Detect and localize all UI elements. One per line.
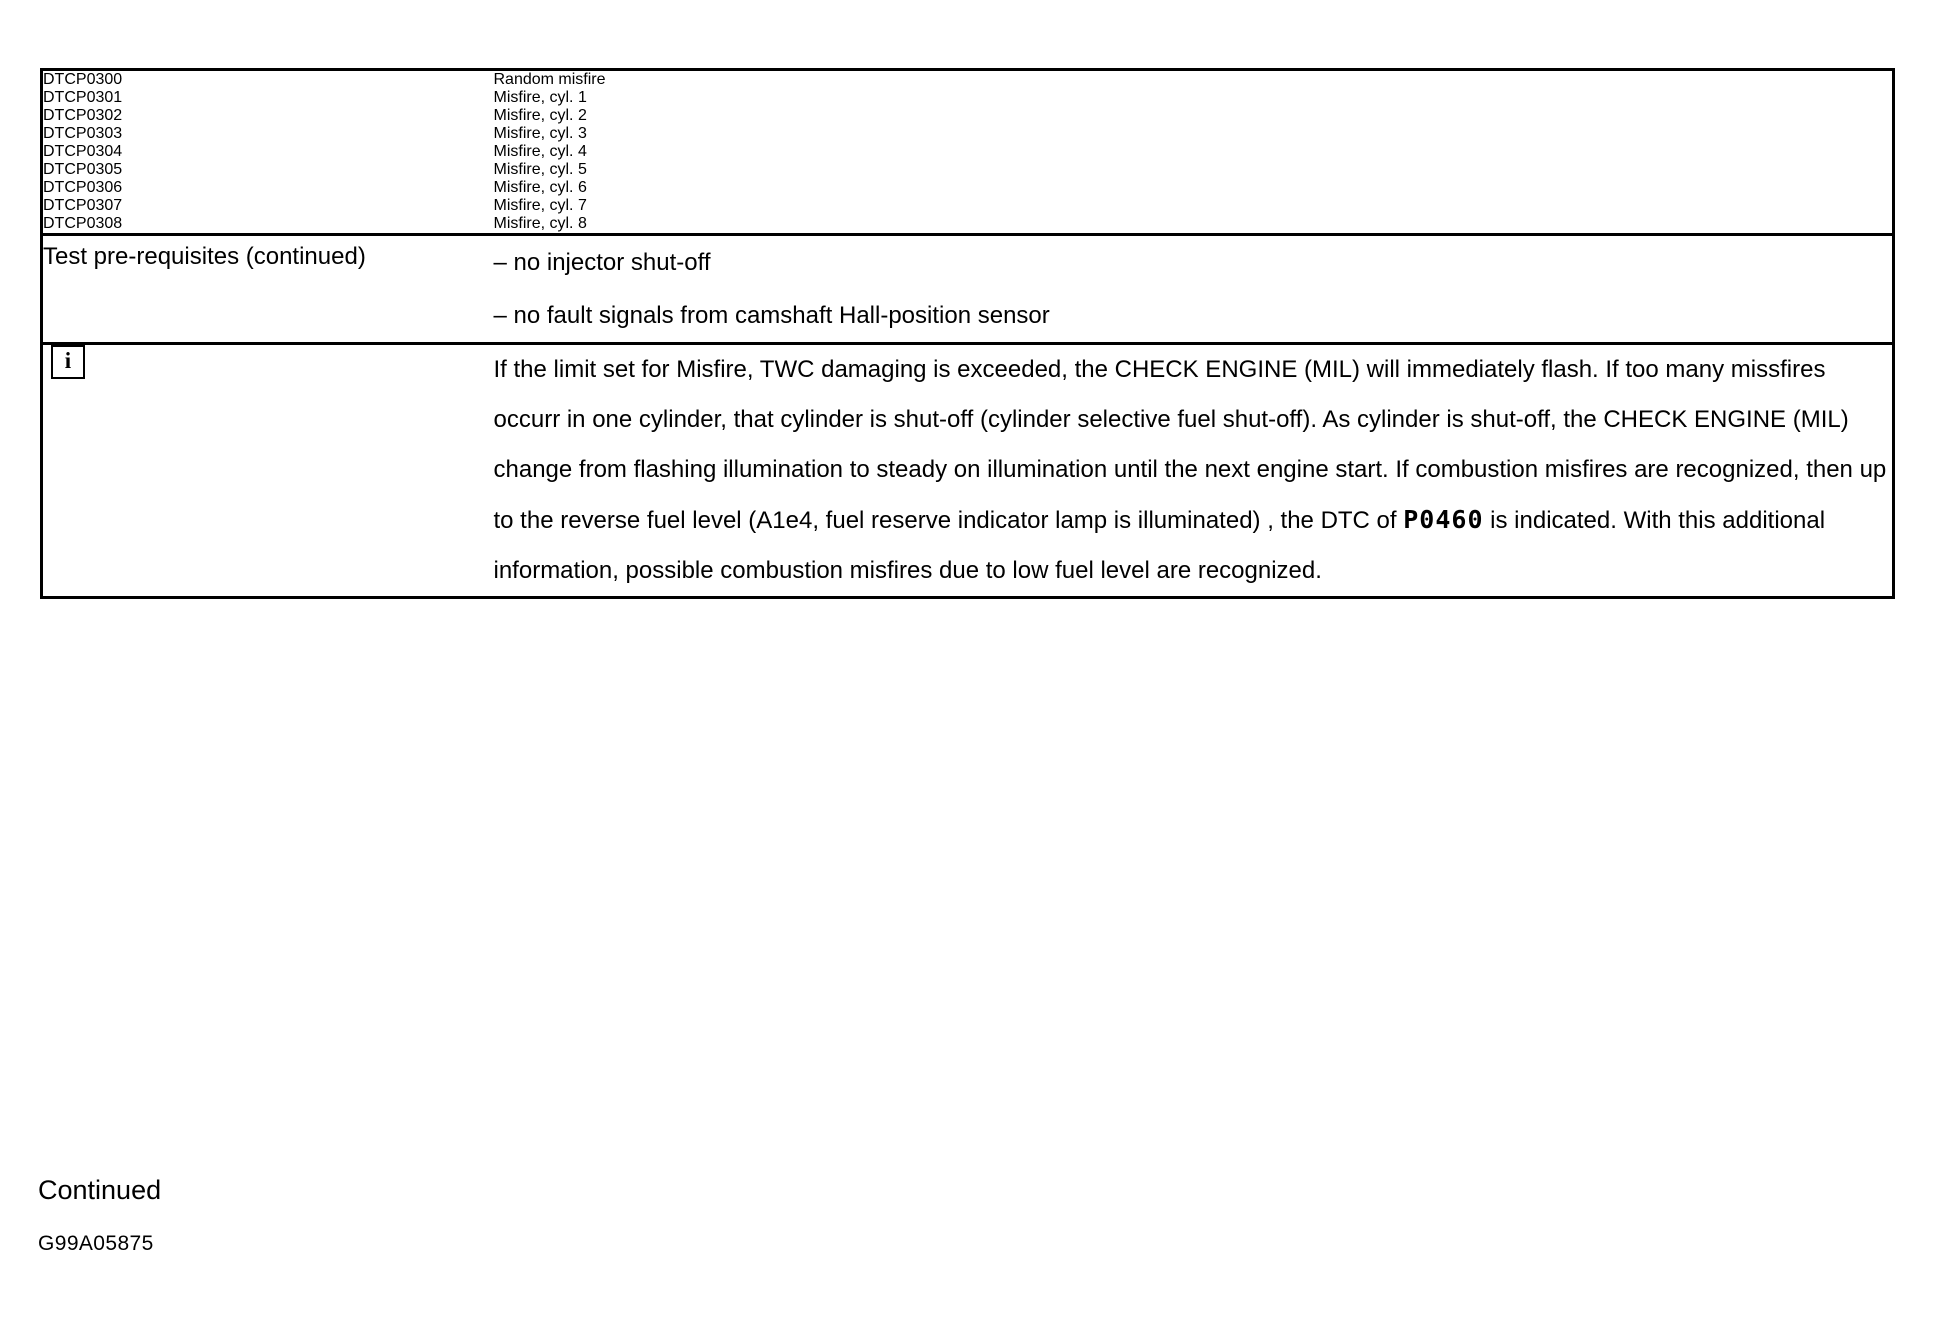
- dtc-code-value: P0302: [75, 107, 123, 124]
- dtc-code-value: P0304: [75, 143, 123, 160]
- note-dtc-code: P0460: [1403, 505, 1484, 534]
- dtc-description-cell: [494, 125, 1894, 143]
- table-row: [42, 197, 1894, 215]
- dtc-code-cell: [42, 161, 494, 179]
- note-icon-cell: [42, 344, 494, 598]
- dtc-description-cell: [494, 89, 1894, 107]
- dtc-code-cell: [42, 107, 494, 125]
- dtc-description-cell: [494, 179, 1894, 197]
- dtc-description-cell: [494, 107, 1894, 125]
- dtc-label: DTC: [43, 215, 76, 232]
- dtc-code-cell: [42, 179, 494, 197]
- dtc-description: Misfire, cyl. 7: [493, 197, 587, 214]
- dtc-code-cell: [42, 143, 494, 161]
- table-row: [42, 89, 1894, 107]
- dtc-description-cell: [494, 161, 1894, 179]
- table-row-note: [42, 344, 1894, 598]
- dtc-code-value: P0301: [75, 89, 123, 106]
- dtc-label: DTC: [43, 161, 76, 178]
- table-row: [42, 107, 1894, 125]
- dtc-label: DTC: [43, 197, 76, 214]
- table-row: [42, 161, 1894, 179]
- dtc-code-cell: [42, 197, 494, 215]
- prerequisites-heading-cell: [42, 235, 494, 344]
- dtc-code-cell: [42, 215, 494, 235]
- dtc-description-cell: [494, 70, 1894, 90]
- dtc-code-value: P0308: [75, 215, 123, 232]
- table-row: [42, 215, 1894, 235]
- dtc-description: Misfire, cyl. 8: [493, 215, 587, 232]
- dtc-label: DTC: [43, 143, 76, 160]
- note-text-part1: If the limit set for Misfire, TWC damaging is exceeded, the CHECK ENGINE (MIL) will immediately flash. If too many missfires occurr in one cylinder, that cylinder is shut-off (cylinder selective fuel shut-off). As cylinder is shut-off, the CHECK ENGINE (MIL) change from flashing illumination to steady on illumination until the next engine start. If combustion misfires are recognized, then up to the reverse fuel level (A1e4, fuel reserve indicator lamp is illuminated) , the DTC of: [493, 356, 1887, 534]
- prerequisite-item: – no injector shut-off: [493, 249, 711, 276]
- note-text-cell: [494, 344, 1894, 598]
- dtc-description-cell: [494, 197, 1894, 215]
- prerequisites-items-cell: [494, 235, 1894, 344]
- dtc-description: Misfire, cyl. 1: [493, 89, 587, 106]
- dtc-description: Misfire, cyl. 2: [493, 107, 587, 124]
- dtc-table-container: [40, 68, 1895, 599]
- dtc-code-value: P0307: [75, 197, 123, 214]
- figure-reference: G99A05875: [38, 1232, 154, 1255]
- dtc-description: Misfire, cyl. 3: [493, 125, 587, 142]
- dtc-code-value: P0305: [75, 161, 123, 178]
- prerequisite-item: – no fault signals from camshaft Hall-position sensor: [493, 302, 1050, 329]
- dtc-code-cell: [42, 125, 494, 143]
- dtc-label: DTC: [43, 89, 76, 106]
- dtc-description: Misfire, cyl. 6: [493, 179, 587, 196]
- table-row: [42, 179, 1894, 197]
- info-icon: i: [51, 345, 85, 379]
- dtc-code-cell: [42, 89, 494, 107]
- dtc-label: DTC: [43, 71, 76, 88]
- table-row: [42, 70, 1894, 90]
- continued-label: Continued: [38, 1175, 162, 1205]
- dtc-label: DTC: [43, 107, 76, 124]
- dtc-label: DTC: [43, 125, 76, 142]
- dtc-label: DTC: [43, 179, 76, 196]
- dtc-description: Random misfire: [493, 71, 606, 88]
- dtc-code-value: P0303: [75, 125, 123, 142]
- dtc-description: Misfire, cyl. 5: [493, 161, 587, 178]
- dtc-code-cell: [42, 70, 494, 90]
- dtc-code-value: P0306: [75, 179, 123, 196]
- dtc-description-cell: [494, 215, 1894, 235]
- table-row: [42, 125, 1894, 143]
- prerequisites-heading: Test pre-requisites (continued): [43, 243, 366, 270]
- note-text-part2: is indicated. With this additional information, possible combustion misfires due to low fuel level are recognized.: [493, 507, 1826, 584]
- table-row-prerequisites: [42, 235, 1894, 344]
- dtc-description-cell: [494, 143, 1894, 161]
- table-row: [42, 143, 1894, 161]
- dtc-table: [40, 68, 1895, 599]
- dtc-code-value: P0300: [75, 71, 123, 88]
- dtc-description: Misfire, cyl. 4: [493, 143, 587, 160]
